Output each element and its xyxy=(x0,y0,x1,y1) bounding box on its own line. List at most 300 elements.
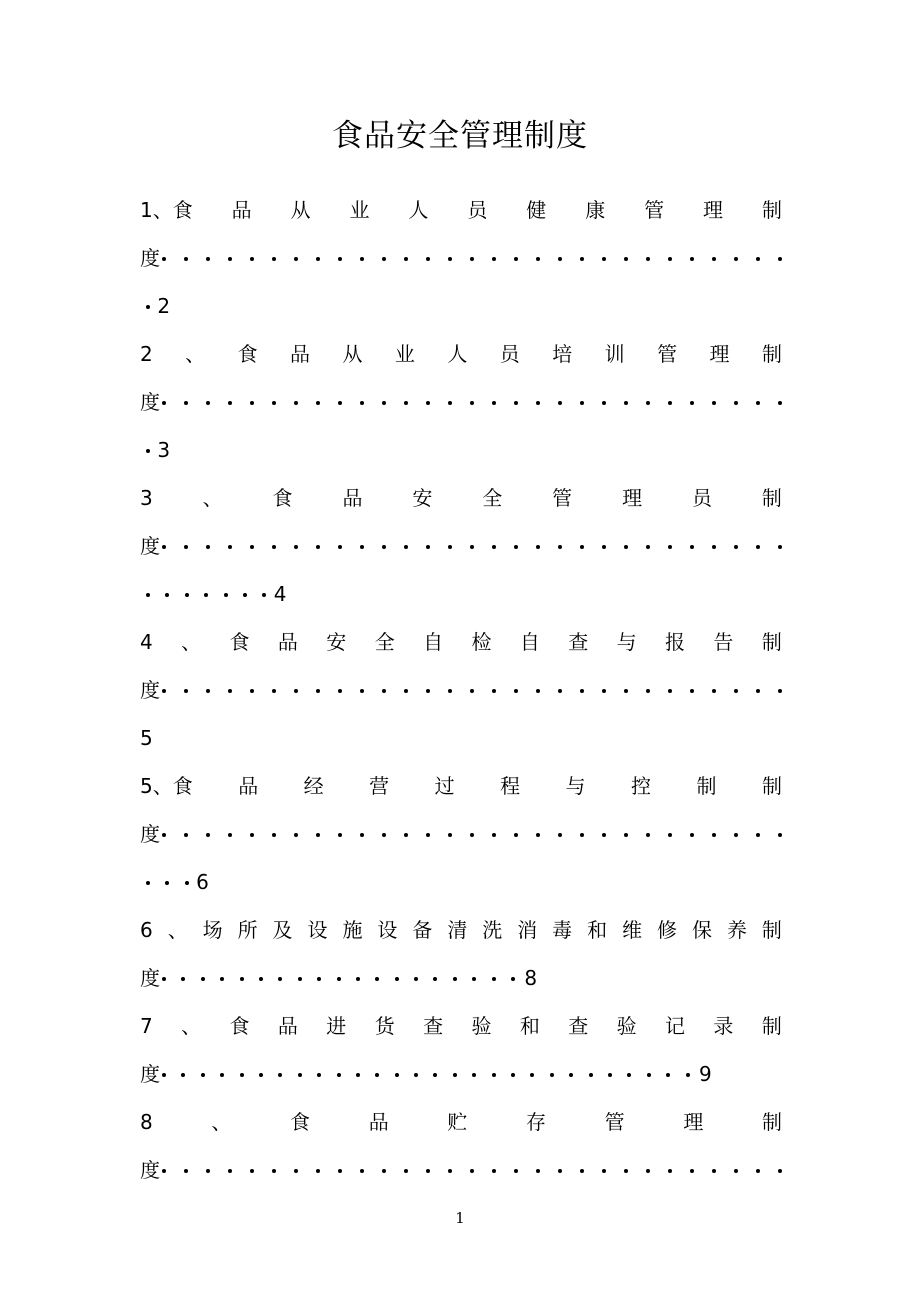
leader-dot xyxy=(146,305,150,309)
leader-dot xyxy=(294,833,298,837)
leader-dot xyxy=(404,401,408,405)
leader-dot xyxy=(317,1073,321,1077)
toc-heading-char: 制 xyxy=(761,774,782,798)
leader-dot xyxy=(536,401,540,405)
leader-dot xyxy=(470,833,474,837)
leader-dot xyxy=(624,689,628,693)
leader-dot xyxy=(734,545,738,549)
leader-dot xyxy=(375,1073,379,1077)
toc-heading-char: 验 xyxy=(616,1014,637,1038)
leader-dot xyxy=(181,977,185,981)
toc-heading-char: 食 xyxy=(229,1014,250,1038)
leader-dot xyxy=(668,257,672,261)
toc-heading-char: 理 xyxy=(703,198,724,222)
leader-dot xyxy=(530,1073,534,1077)
toc-page-number: 3 xyxy=(157,438,171,462)
leader-dot xyxy=(580,689,584,693)
leader-dot xyxy=(690,1169,694,1173)
leader-dot xyxy=(337,1073,341,1077)
leader-dot xyxy=(272,689,276,693)
leader-dot xyxy=(514,1169,518,1173)
leader-dot xyxy=(589,1073,593,1077)
toc-heading-char: 验 xyxy=(471,1014,492,1038)
toc-entry-heading xyxy=(140,330,782,378)
leader-dot xyxy=(453,977,457,981)
leader-dot xyxy=(228,545,232,549)
toc-heading-char: 品 xyxy=(277,1014,298,1038)
toc-heading-char: 录 xyxy=(713,1014,734,1038)
toc-heading-char: 检 xyxy=(471,630,492,654)
leader-dot xyxy=(316,689,320,693)
leader-dot xyxy=(426,401,430,405)
leader-dot xyxy=(360,545,364,549)
toc-heading-char: 养 xyxy=(726,918,747,942)
leader-dot xyxy=(756,257,760,261)
leader-dot xyxy=(602,401,606,405)
leader-dot xyxy=(206,1169,210,1173)
leader-dot xyxy=(250,257,254,261)
toc-entry-leader xyxy=(140,954,782,1002)
leader-dot xyxy=(602,1169,606,1173)
toc-heading-char: 制 xyxy=(761,342,782,366)
leader-dot xyxy=(712,545,716,549)
toc-heading-char: 品 xyxy=(290,342,311,366)
leader-dot xyxy=(360,833,364,837)
leader-dot xyxy=(426,833,430,837)
leader-dot xyxy=(146,593,150,597)
leader-dots xyxy=(162,234,782,282)
toc-heading-char: 查 xyxy=(568,1014,589,1038)
toc-heading-char: 制 xyxy=(761,1110,782,1134)
leader-dot xyxy=(337,977,341,981)
leader-dot xyxy=(228,401,232,405)
toc-page-number: 2 xyxy=(157,294,171,318)
leader-dot xyxy=(206,257,210,261)
toc-heading-char: 和 xyxy=(519,1014,540,1038)
toc-heading-char: 食 xyxy=(229,630,250,654)
leader-dot xyxy=(608,1073,612,1077)
toc-heading-char: 告 xyxy=(713,630,734,654)
leader-dots xyxy=(162,1050,705,1098)
leader-dot xyxy=(278,977,282,981)
leader-dot xyxy=(602,689,606,693)
toc-heading-char: 品 xyxy=(238,774,259,798)
leader-dot xyxy=(224,593,228,597)
toc-heading-char: 全 xyxy=(374,630,395,654)
leader-dot xyxy=(272,1169,276,1173)
toc-heading-char: 、 xyxy=(181,1014,202,1038)
toc-heading-char: 维 xyxy=(622,918,643,942)
toc-heading-char: 8 xyxy=(140,1110,153,1134)
toc-heading-char: 所 xyxy=(237,918,258,942)
toc-heading-char: 安 xyxy=(326,630,347,654)
leader-dot xyxy=(294,401,298,405)
toc-continuation-text: 度 xyxy=(140,534,160,558)
leader-dot xyxy=(624,257,628,261)
leader-dot xyxy=(514,257,518,261)
leader-dot xyxy=(690,545,694,549)
leader-dot xyxy=(686,1073,690,1077)
leader-dot xyxy=(185,593,189,597)
toc-heading-char: 毒 xyxy=(552,918,573,942)
leader-dot xyxy=(580,545,584,549)
leader-dot xyxy=(624,401,628,405)
leader-dot xyxy=(580,833,584,837)
leader-dot xyxy=(778,833,782,837)
leader-dots xyxy=(146,570,282,618)
toc-heading-char: 过 xyxy=(434,774,455,798)
toc-heading-char: 员 xyxy=(499,342,520,366)
toc-heading-char: 人 xyxy=(408,198,429,222)
leader-dot xyxy=(778,689,782,693)
leader-dot xyxy=(220,977,224,981)
leader-dot xyxy=(668,1169,672,1173)
leader-dot xyxy=(734,401,738,405)
toc-entry-page-line xyxy=(140,282,782,330)
leader-dot xyxy=(294,257,298,261)
leader-dot xyxy=(514,401,518,405)
toc-heading-char: 理 xyxy=(683,1110,704,1134)
leader-dot xyxy=(316,257,320,261)
toc-heading-char: 存 xyxy=(526,1110,547,1134)
toc-heading-char: 制 xyxy=(761,1014,782,1038)
toc-entry-heading xyxy=(140,906,782,954)
leader-dot xyxy=(404,545,408,549)
leader-dots xyxy=(162,954,530,1002)
toc-heading-char: 和 xyxy=(587,918,608,942)
leader-dot xyxy=(756,1169,760,1173)
toc-page-number: 9 xyxy=(698,1062,712,1086)
leader-dot xyxy=(272,545,276,549)
leader-dot xyxy=(204,593,208,597)
toc-entry-leader xyxy=(140,234,782,282)
toc-entry-heading xyxy=(140,474,782,522)
leader-dot xyxy=(690,401,694,405)
toc-heading-char: 消 xyxy=(517,918,538,942)
leader-dot xyxy=(511,1073,515,1077)
toc-heading-char: 、 xyxy=(202,486,223,510)
toc-heading-char: 、 xyxy=(181,630,202,654)
toc-heading-char: 品 xyxy=(231,198,252,222)
toc-entry-page-line xyxy=(140,714,782,762)
toc-entry-leader xyxy=(140,666,782,714)
leader-dot xyxy=(162,545,166,549)
toc-page-number: 6 xyxy=(196,870,209,894)
leader-dot xyxy=(558,833,562,837)
leader-dot xyxy=(338,257,342,261)
leader-dot xyxy=(375,977,379,981)
toc-heading-char: 制 xyxy=(761,198,782,222)
toc-heading-char: 管 xyxy=(644,198,665,222)
leader-dot xyxy=(338,833,342,837)
toc-entry-heading xyxy=(140,1002,782,1050)
leader-dot xyxy=(712,1169,716,1173)
leader-dot xyxy=(184,545,188,549)
leader-dot xyxy=(426,257,430,261)
leader-dot xyxy=(395,1073,399,1077)
leader-dot xyxy=(382,401,386,405)
toc-heading-char: 理 xyxy=(622,486,643,510)
toc-heading-char: 1、食 xyxy=(140,198,193,222)
leader-dot xyxy=(426,689,430,693)
toc-heading-char: 洗 xyxy=(482,918,503,942)
leader-dot xyxy=(756,689,760,693)
leader-dot xyxy=(243,593,247,597)
leader-dot xyxy=(316,833,320,837)
leader-dot xyxy=(734,833,738,837)
leader-dot xyxy=(569,1073,573,1077)
leader-dot xyxy=(262,593,266,597)
leader-dot xyxy=(472,1073,476,1077)
toc-continuation-text: 度 xyxy=(140,966,160,990)
toc-entry-page-line xyxy=(140,570,782,618)
leader-dot xyxy=(298,1073,302,1077)
toc-heading-char: 程 xyxy=(500,774,521,798)
leader-dot xyxy=(294,689,298,693)
leader-dot xyxy=(146,881,150,885)
leader-dot xyxy=(433,977,437,981)
leader-dot xyxy=(580,401,584,405)
leader-dot xyxy=(558,401,562,405)
leader-dot xyxy=(536,1169,540,1173)
leader-dot xyxy=(536,545,540,549)
leader-dot xyxy=(250,689,254,693)
leader-dot xyxy=(690,833,694,837)
leader-dot xyxy=(712,257,716,261)
leader-dot xyxy=(184,689,188,693)
leader-dot xyxy=(181,1073,185,1077)
leader-dot xyxy=(734,257,738,261)
leader-dot xyxy=(646,689,650,693)
leader-dot xyxy=(492,833,496,837)
leader-dot xyxy=(184,401,188,405)
leader-dot xyxy=(558,545,562,549)
toc-entry-leader xyxy=(140,1050,782,1098)
leader-dot xyxy=(294,545,298,549)
leader-dot xyxy=(627,1073,631,1077)
leader-dots xyxy=(162,810,782,858)
leader-dot xyxy=(558,689,562,693)
leader-dot xyxy=(201,977,205,981)
leader-dot xyxy=(356,977,360,981)
toc-heading-char: 施 xyxy=(342,918,363,942)
leader-dot xyxy=(404,689,408,693)
leader-dot xyxy=(414,977,418,981)
leader-dot xyxy=(317,977,321,981)
leader-dot xyxy=(580,1169,584,1173)
leader-dot xyxy=(162,401,166,405)
toc-heading-char: 自 xyxy=(423,630,444,654)
leader-dot xyxy=(647,1073,651,1077)
toc-continuation-text: 度 xyxy=(140,246,160,270)
toc-heading-char: 业 xyxy=(394,342,415,366)
leader-dot xyxy=(448,833,452,837)
leader-dot xyxy=(668,545,672,549)
leader-dot xyxy=(259,1073,263,1077)
leader-dot xyxy=(550,1073,554,1077)
leader-dot xyxy=(646,545,650,549)
leader-dot xyxy=(146,449,150,453)
toc-heading-char: 设 xyxy=(307,918,328,942)
leader-dot xyxy=(624,833,628,837)
leader-dot xyxy=(162,1169,166,1173)
leader-dot xyxy=(382,689,386,693)
toc-heading-char: 6 xyxy=(140,918,153,942)
leader-dot xyxy=(453,1073,457,1077)
leader-dot xyxy=(250,401,254,405)
leader-dot xyxy=(294,1169,298,1173)
leader-dot xyxy=(492,257,496,261)
toc-heading-char: 营 xyxy=(369,774,390,798)
toc-heading-char: 康 xyxy=(585,198,606,222)
leader-dot xyxy=(338,545,342,549)
leader-dot xyxy=(395,977,399,981)
leader-dot xyxy=(470,401,474,405)
leader-dot xyxy=(448,1169,452,1173)
toc-heading-char: 查 xyxy=(568,630,589,654)
leader-dot xyxy=(470,545,474,549)
toc-heading-char: 从 xyxy=(290,198,311,222)
leader-dot xyxy=(778,545,782,549)
toc-heading-char: 修 xyxy=(657,918,678,942)
leader-dot xyxy=(492,1169,496,1173)
leader-dot xyxy=(338,1169,342,1173)
toc-heading-char: 自 xyxy=(519,630,540,654)
toc-heading-char: 管 xyxy=(657,342,678,366)
leader-dot xyxy=(404,257,408,261)
leader-dot xyxy=(492,545,496,549)
toc-entry-heading xyxy=(140,762,782,810)
toc-heading-char: 备 xyxy=(412,918,433,942)
leader-dot xyxy=(646,1169,650,1173)
leader-dot xyxy=(404,1169,408,1173)
toc-heading-char: 与 xyxy=(565,774,586,798)
leader-dot xyxy=(492,401,496,405)
leader-dot xyxy=(272,401,276,405)
toc-heading-char: 管 xyxy=(552,486,573,510)
leader-dots xyxy=(162,1146,782,1194)
leader-dot xyxy=(536,257,540,261)
leader-dot xyxy=(259,977,263,981)
leader-dot xyxy=(360,1169,364,1173)
toc-heading-char: 货 xyxy=(374,1014,395,1038)
leader-dot xyxy=(712,689,716,693)
leader-dot xyxy=(426,545,430,549)
leader-dot xyxy=(492,977,496,981)
leader-dot xyxy=(206,689,210,693)
leader-dot xyxy=(624,1169,628,1173)
leader-dot xyxy=(382,1169,386,1173)
toc-heading-char: 、 xyxy=(185,342,206,366)
leader-dot xyxy=(382,545,386,549)
leader-dot xyxy=(666,1073,670,1077)
toc-entry-leader xyxy=(140,1146,782,1194)
leader-dot xyxy=(756,833,760,837)
leader-dot xyxy=(414,1073,418,1077)
leader-dot xyxy=(404,833,408,837)
leader-dot xyxy=(220,1073,224,1077)
toc-heading-char: 记 xyxy=(665,1014,686,1038)
leader-dot xyxy=(184,833,188,837)
leader-dot xyxy=(602,545,606,549)
leader-dot xyxy=(511,977,515,981)
leader-dot xyxy=(448,545,452,549)
leader-dot xyxy=(206,401,210,405)
toc-heading-char: 7 xyxy=(140,1014,153,1038)
leader-dot xyxy=(165,593,169,597)
leader-dot xyxy=(712,833,716,837)
leader-dot xyxy=(162,833,166,837)
leader-dot xyxy=(514,689,518,693)
leader-dot xyxy=(316,401,320,405)
toc-page-number: 8 xyxy=(524,966,538,990)
leader-dot xyxy=(228,1169,232,1173)
toc-heading-char: 全 xyxy=(482,486,503,510)
leader-dot xyxy=(690,689,694,693)
leader-dot xyxy=(756,401,760,405)
leader-dot xyxy=(470,257,474,261)
toc-page-number: 5 xyxy=(140,726,153,750)
leader-dot xyxy=(514,833,518,837)
leader-dot xyxy=(778,401,782,405)
toc-entry-page-line xyxy=(140,858,782,906)
leader-dot xyxy=(228,833,232,837)
leader-dot xyxy=(162,257,166,261)
leader-dots xyxy=(162,522,782,570)
leader-dot xyxy=(646,257,650,261)
leader-dot xyxy=(250,833,254,837)
toc-heading-char: 制 xyxy=(761,918,782,942)
toc-heading-char: 贮 xyxy=(447,1110,468,1134)
leader-dot xyxy=(470,1169,474,1173)
leader-dot xyxy=(448,257,452,261)
leader-dot xyxy=(338,401,342,405)
leader-dot xyxy=(536,833,540,837)
leader-dots xyxy=(162,666,782,714)
leader-dot xyxy=(185,881,189,885)
toc-heading-char: 设 xyxy=(377,918,398,942)
toc-heading-char: 食 xyxy=(272,486,293,510)
leader-dot xyxy=(668,833,672,837)
toc-heading-char: 场 xyxy=(202,918,223,942)
leader-dot xyxy=(558,1169,562,1173)
toc-heading-char: 制 xyxy=(761,630,782,654)
leader-dot xyxy=(316,545,320,549)
leader-dot xyxy=(272,833,276,837)
leader-dot xyxy=(734,1169,738,1173)
toc-entry-heading xyxy=(140,618,782,666)
toc-heading-char: 4 xyxy=(140,630,153,654)
toc-heading-char: 品 xyxy=(368,1110,389,1134)
leader-dot xyxy=(756,545,760,549)
leader-dot xyxy=(162,1073,166,1077)
toc-heading-char: 查 xyxy=(423,1014,444,1038)
leader-dot xyxy=(356,1073,360,1077)
leader-dot xyxy=(448,401,452,405)
leader-dot xyxy=(734,689,738,693)
leader-dot xyxy=(338,689,342,693)
toc-heading-char: 3 xyxy=(140,486,153,510)
leader-dot xyxy=(668,401,672,405)
leader-dot xyxy=(206,833,210,837)
toc-entry-heading xyxy=(140,1098,782,1146)
leader-dot xyxy=(228,689,232,693)
toc-continuation-text: 度 xyxy=(140,390,160,414)
leader-dot xyxy=(162,689,166,693)
leader-dots xyxy=(162,378,782,426)
leader-dot xyxy=(298,977,302,981)
toc-page-number: 4 xyxy=(273,582,287,606)
